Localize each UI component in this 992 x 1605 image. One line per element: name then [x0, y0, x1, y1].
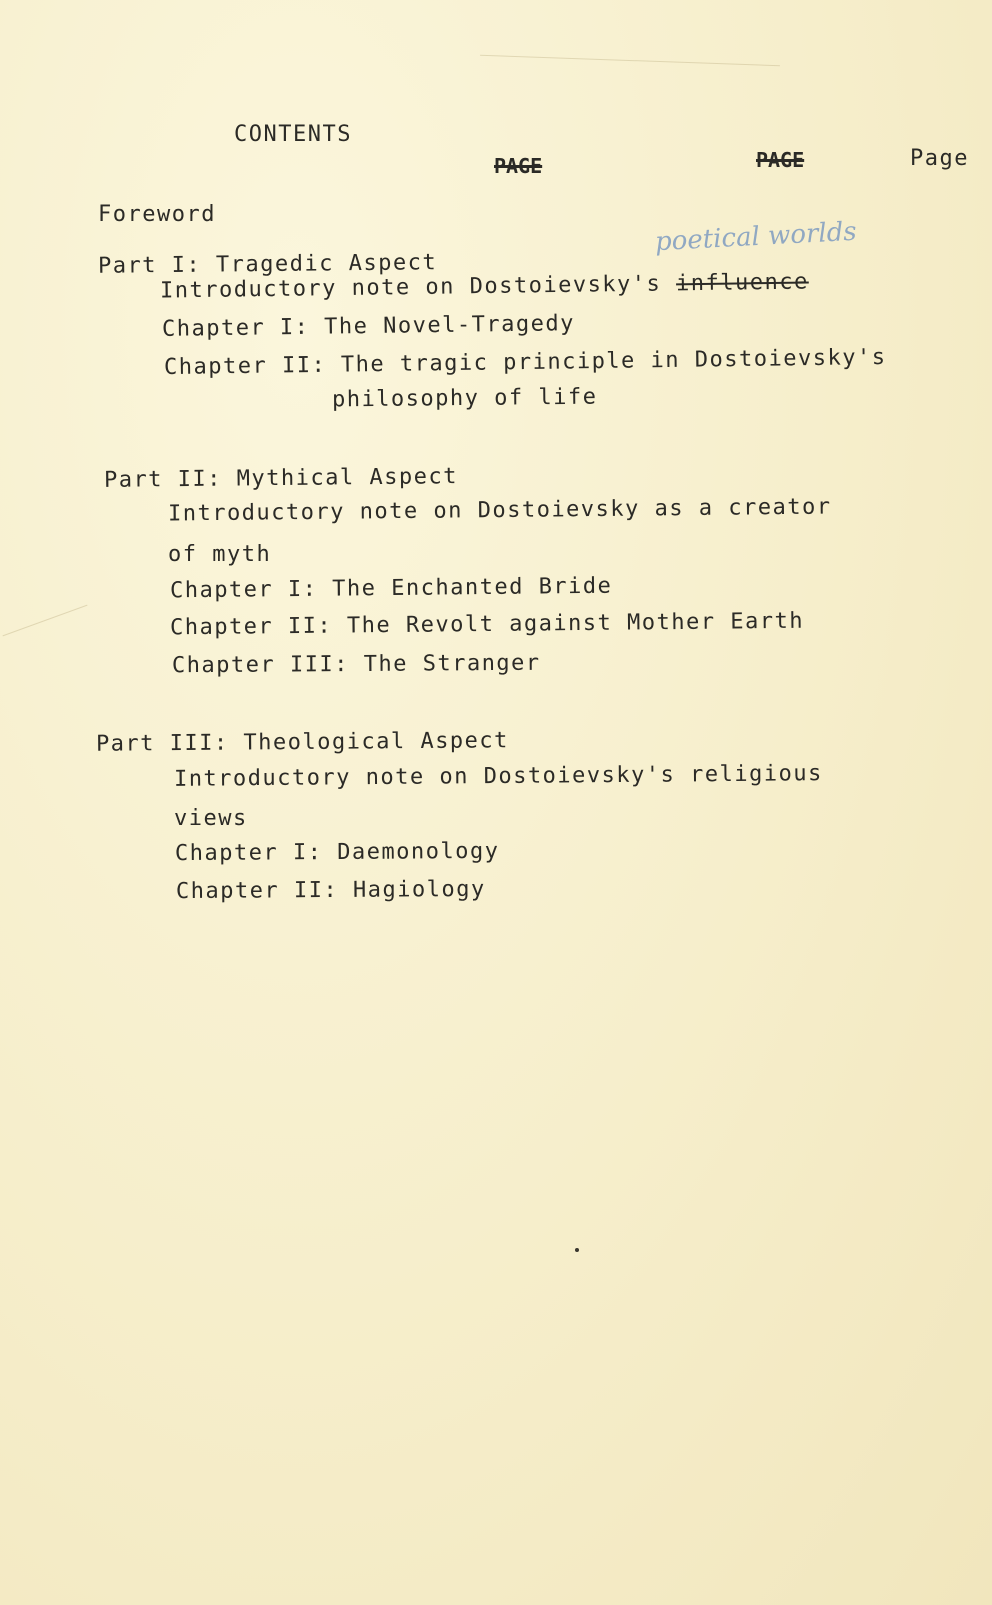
part2-chapter3: Chapter III: The Stranger [171, 650, 541, 679]
part3-chapter1: Chapter I: Daemonology [174, 838, 500, 867]
handwritten-note: poetical worlds [654, 216, 858, 258]
ink-speck [575, 1248, 579, 1252]
part1-chapter2: Chapter II: The tragic principle in Dostoievsky's [163, 344, 887, 381]
paper-crease [3, 605, 88, 637]
part1-title: Part I: Tragedic Aspect [97, 250, 438, 279]
contents-title: CONTENTS [234, 122, 352, 147]
part2-intro: Introductory note on Dostoievsky as a creator [167, 494, 832, 527]
part3-intro: Introductory note on Dostoievsky's religious [173, 761, 823, 792]
part2-chapter2: Chapter II: The Revolt against Mother Earth [169, 608, 805, 641]
part3-title: Part III: Theological Aspect [95, 728, 509, 757]
part2-title: Part II: Mythical Aspect [103, 464, 459, 493]
part3-intro-cont: views [174, 806, 248, 831]
part1-intro-text: Introductory note on Dostoievsky's [159, 271, 677, 304]
part1-chapter2-cont: philosophy of life [331, 384, 598, 413]
paper-crease [480, 55, 780, 66]
part1-chapter1: Chapter I: The Novel-Tragedy [161, 311, 576, 342]
part2-intro-cont: of myth [168, 542, 272, 567]
struck-page-label-2: PAGE [756, 148, 805, 172]
part3-chapter2: Chapter II: Hagiology [175, 876, 486, 905]
part2-chapter1: Chapter I: The Enchanted Bride [169, 573, 613, 604]
struck-page-label-1: PAGE [494, 154, 543, 178]
page-column-label: Page [910, 146, 969, 171]
foreword-entry: Foreword [98, 202, 216, 227]
part1-intro-struck-word: influence [675, 269, 809, 297]
